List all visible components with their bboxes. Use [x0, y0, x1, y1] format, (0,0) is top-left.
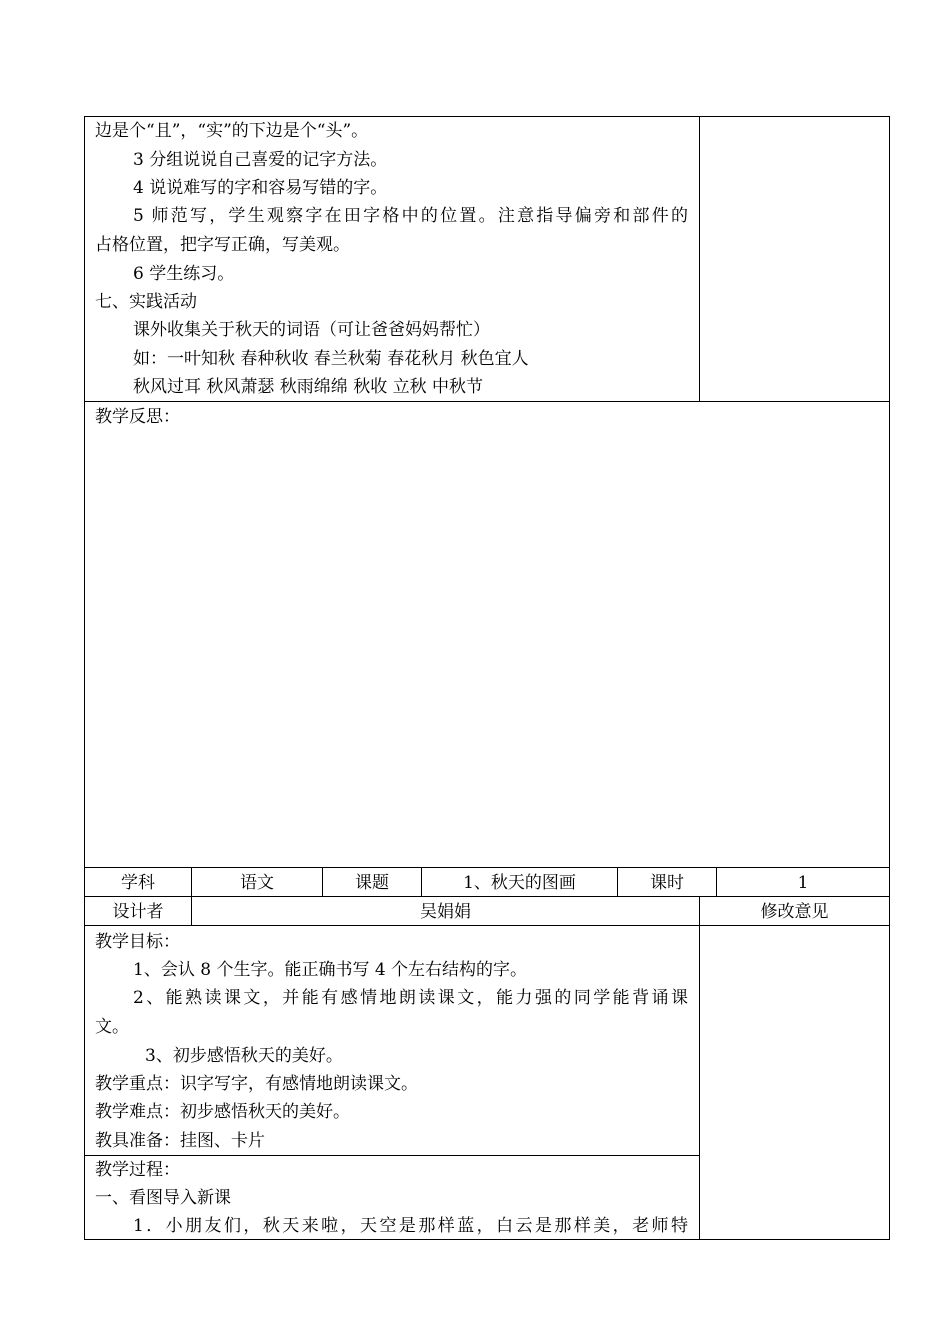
subject-value: 语文	[240, 873, 274, 893]
content-line: 1、会认 8 个生字。能正确书写 4 个左右结构的字。	[133, 960, 528, 980]
revision-label: 修改意见	[760, 902, 829, 922]
table-border	[84, 116, 890, 117]
topic-label: 课题	[355, 873, 389, 893]
subject-label: 学科	[121, 873, 155, 893]
table-border	[84, 896, 890, 897]
period-label: 课时	[650, 873, 684, 893]
content-line: 5 师范写，学生观察字在田字格中的位置。注意指导偏旁和部件的	[133, 206, 688, 226]
difficulties-line: 教学难点：初步感悟秋天的美好。	[95, 1102, 350, 1122]
section-heading: 七、实践活动	[95, 292, 197, 312]
content-line: 文。	[95, 1017, 129, 1037]
content-line: 6 学生练习。	[133, 264, 235, 284]
reflection-label: 教学反思：	[95, 407, 180, 427]
content-line: 如：一叶知秋 春种秋收 春兰秋菊 春花秋月 秋色宜人	[133, 349, 529, 369]
objectives-heading: 教学目标：	[95, 932, 180, 952]
process-heading: 教学过程：	[95, 1160, 180, 1180]
table-border	[84, 1155, 700, 1156]
content-line: 2、能熟读课文，并能有感情地朗读课文，能力强的同学能背诵课	[133, 988, 688, 1008]
period-value: 1	[797, 873, 809, 893]
content-line: 课外收集关于秋天的词语（可让爸爸妈妈帮忙）	[133, 320, 490, 340]
content-line: 1．小朋友们，秋天来啦，天空是那样蓝，白云是那样美，老师特	[133, 1216, 688, 1236]
table-border	[84, 1239, 890, 1240]
content-line: 秋风过耳 秋风萧瑟 秋雨绵绵 秋收 立秋 中秋节	[133, 377, 484, 397]
topic-value: 1、秋天的图画	[463, 873, 576, 893]
content-line: 占格位置，把字写正确，写美观。	[95, 235, 350, 255]
designer-label: 设计者	[112, 902, 164, 922]
table-border	[699, 896, 700, 1240]
table-border	[84, 116, 85, 1240]
table-border	[84, 401, 890, 402]
key-points-line: 教学重点：识字写字，有感情地朗读课文。	[95, 1074, 418, 1094]
table-border	[84, 867, 890, 868]
content-line: 边是个“且”，“实”的下边是个“头”。	[95, 121, 369, 141]
table-border	[889, 116, 890, 1240]
table-border	[84, 925, 890, 926]
designer-value: 吴娟娟	[420, 902, 471, 922]
content-line: 4 说说难写的字和容易写错的字。	[133, 178, 388, 198]
table-border	[699, 116, 700, 402]
section-heading: 一、看图导入新课	[95, 1188, 231, 1208]
content-line: 3、初步感悟秋天的美好。	[145, 1046, 343, 1066]
materials-line: 教具准备：挂图、卡片	[95, 1131, 265, 1151]
content-line: 3 分组说说自己喜爱的记字方法。	[133, 150, 388, 170]
